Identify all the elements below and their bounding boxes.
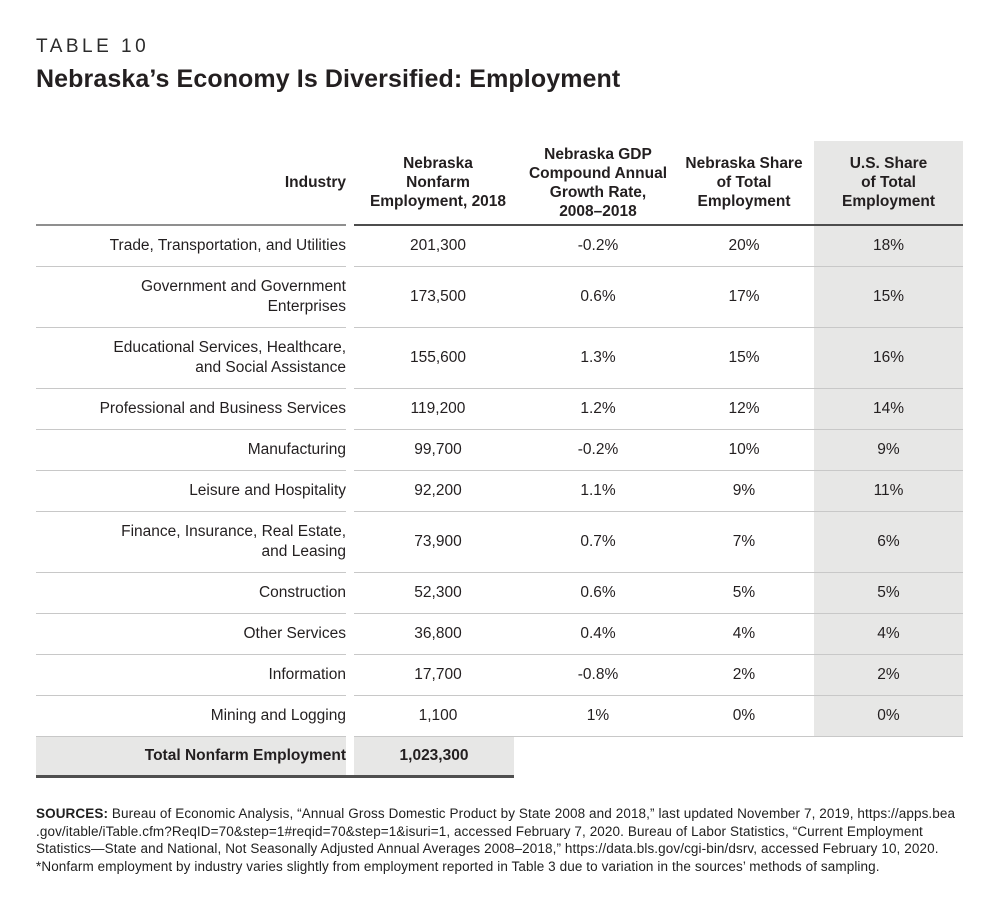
employment-cell: 92,200 [354, 471, 522, 512]
us-share-cell: 16% [814, 328, 963, 389]
industry-cell: Mining and Logging [36, 696, 346, 737]
us-share-cell: 15% [814, 267, 963, 328]
growth-cell: 0.6% [522, 267, 674, 328]
growth-cell: 0.7% [522, 512, 674, 573]
us-share-cell: 11% [814, 471, 963, 512]
industry-cell: Professional and Business Services [36, 389, 346, 430]
column-gap [346, 573, 354, 614]
total-value: 1,023,300 [354, 737, 514, 775]
table-row [36, 614, 963, 655]
column-gap [346, 226, 354, 267]
employment-cell: 99,700 [354, 430, 522, 471]
us-share-cell: 18% [814, 226, 963, 267]
column-gap [346, 267, 354, 328]
us-share-cell: 9% [814, 430, 963, 471]
us-share-cell: 0% [814, 696, 963, 737]
column-header-nebraska-share: Nebraska Share of Total Employment [674, 141, 814, 226]
nebraska-share-cell: 2% [674, 655, 814, 696]
column-gap [346, 430, 354, 471]
footnote-line: *Nonfarm employment by industry varies slightly from employment reported in Table 3 due to variation in the sources’ methods of sampling. [36, 858, 880, 874]
column-gap [346, 141, 354, 226]
column-gap [346, 696, 354, 737]
total-label: Total Nonfarm Employment [36, 737, 346, 775]
table-number-eyebrow: TABLE 10 [36, 36, 150, 57]
growth-cell: 1.2% [522, 389, 674, 430]
column-header-nonfarm-employment: Nebraska Nonfarm Employment, 2018 [354, 141, 522, 226]
industry-cell: Leisure and Hospitality [36, 471, 346, 512]
nebraska-share-cell: 12% [674, 389, 814, 430]
column-gap [346, 737, 354, 775]
growth-cell: -0.2% [522, 226, 674, 267]
industry-cell: Manufacturing [36, 430, 346, 471]
column-header-industry: Industry [36, 141, 346, 226]
column-gap [346, 614, 354, 655]
employment-cell: 201,300 [354, 226, 522, 267]
industry-cell: Finance, Insurance, Real Estate, and Leasing [36, 512, 346, 573]
column-gap [346, 328, 354, 389]
industry-cell: Information [36, 655, 346, 696]
growth-cell: -0.2% [522, 430, 674, 471]
total-row [36, 737, 514, 778]
employment-cell: 119,200 [354, 389, 522, 430]
employment-cell: 17,700 [354, 655, 522, 696]
us-share-cell: 14% [814, 389, 963, 430]
nebraska-share-cell: 20% [674, 226, 814, 267]
growth-cell: -0.8% [522, 655, 674, 696]
column-header-us-share: U.S. Share of Total Employment [814, 141, 963, 226]
employment-cell: 73,900 [354, 512, 522, 573]
table-title: Nebraska’s Economy Is Diversified: Employment [36, 65, 621, 93]
industry-cell: Educational Services, Healthcare, and Social Assistance [36, 328, 346, 389]
nebraska-share-cell: 15% [674, 328, 814, 389]
sources-label: SOURCES: [36, 806, 109, 821]
table-row [36, 655, 963, 696]
employment-cell: 173,500 [354, 267, 522, 328]
nebraska-share-cell: 9% [674, 471, 814, 512]
sources-line: Statistics—State and National, Not Seasonally Adjusted Annual Averages 2008–2018,” https://data.bls.gov/cgi-bin/dsrv, accessed February 10, 2020. [36, 841, 939, 856]
industry-cell: Other Services [36, 614, 346, 655]
sources-line: SOURCES: Bureau of Economic Analysis, “Annual Gross Domestic Product by State 2008 and 2018,” last updated November 7, 2019, https://apps.bea [36, 806, 956, 821]
column-gap [346, 471, 354, 512]
column-gap [346, 389, 354, 430]
table-header-row [36, 141, 963, 226]
employment-cell: 36,800 [354, 614, 522, 655]
us-share-cell: 4% [814, 614, 963, 655]
table-row [36, 226, 963, 267]
table-row [36, 512, 963, 573]
growth-cell: 1.3% [522, 328, 674, 389]
growth-cell: 1.1% [522, 471, 674, 512]
sources-line: .gov/itable/iTable.cfm?ReqID=70&step=1#reqid=70&step=1&isuri=1, accessed February 7, 2020. Bureau of Labor Statistics, “Current Employment [36, 823, 923, 839]
us-share-cell: 5% [814, 573, 963, 614]
nebraska-share-cell: 10% [674, 430, 814, 471]
industry-cell: Government and Government Enterprises [36, 267, 346, 328]
sources-note [36, 805, 963, 875]
table-row [36, 471, 963, 512]
industry-cell: Trade, Transportation, and Utilities [36, 226, 346, 267]
column-gap [346, 655, 354, 696]
us-share-cell: 2% [814, 655, 963, 696]
column-gap [346, 512, 354, 573]
nebraska-share-cell: 5% [674, 573, 814, 614]
table-row [36, 328, 963, 389]
us-share-cell: 6% [814, 512, 963, 573]
table-row [36, 696, 963, 737]
growth-cell: 0.4% [522, 614, 674, 655]
table-row [36, 389, 963, 430]
nebraska-share-cell: 4% [674, 614, 814, 655]
column-header-gdp-growth: Nebraska GDP Compound Annual Growth Rate, 2008–2018 [522, 141, 674, 226]
table-row [36, 573, 963, 614]
nebraska-share-cell: 17% [674, 267, 814, 328]
table-row [36, 430, 963, 471]
employment-cell: 155,600 [354, 328, 522, 389]
employment-cell: 1,100 [354, 696, 522, 737]
employment-table [36, 141, 963, 778]
growth-cell: 1% [522, 696, 674, 737]
nebraska-share-cell: 0% [674, 696, 814, 737]
growth-cell: 0.6% [522, 573, 674, 614]
table-row [36, 267, 963, 328]
industry-cell: Construction [36, 573, 346, 614]
employment-cell: 52,300 [354, 573, 522, 614]
nebraska-share-cell: 7% [674, 512, 814, 573]
